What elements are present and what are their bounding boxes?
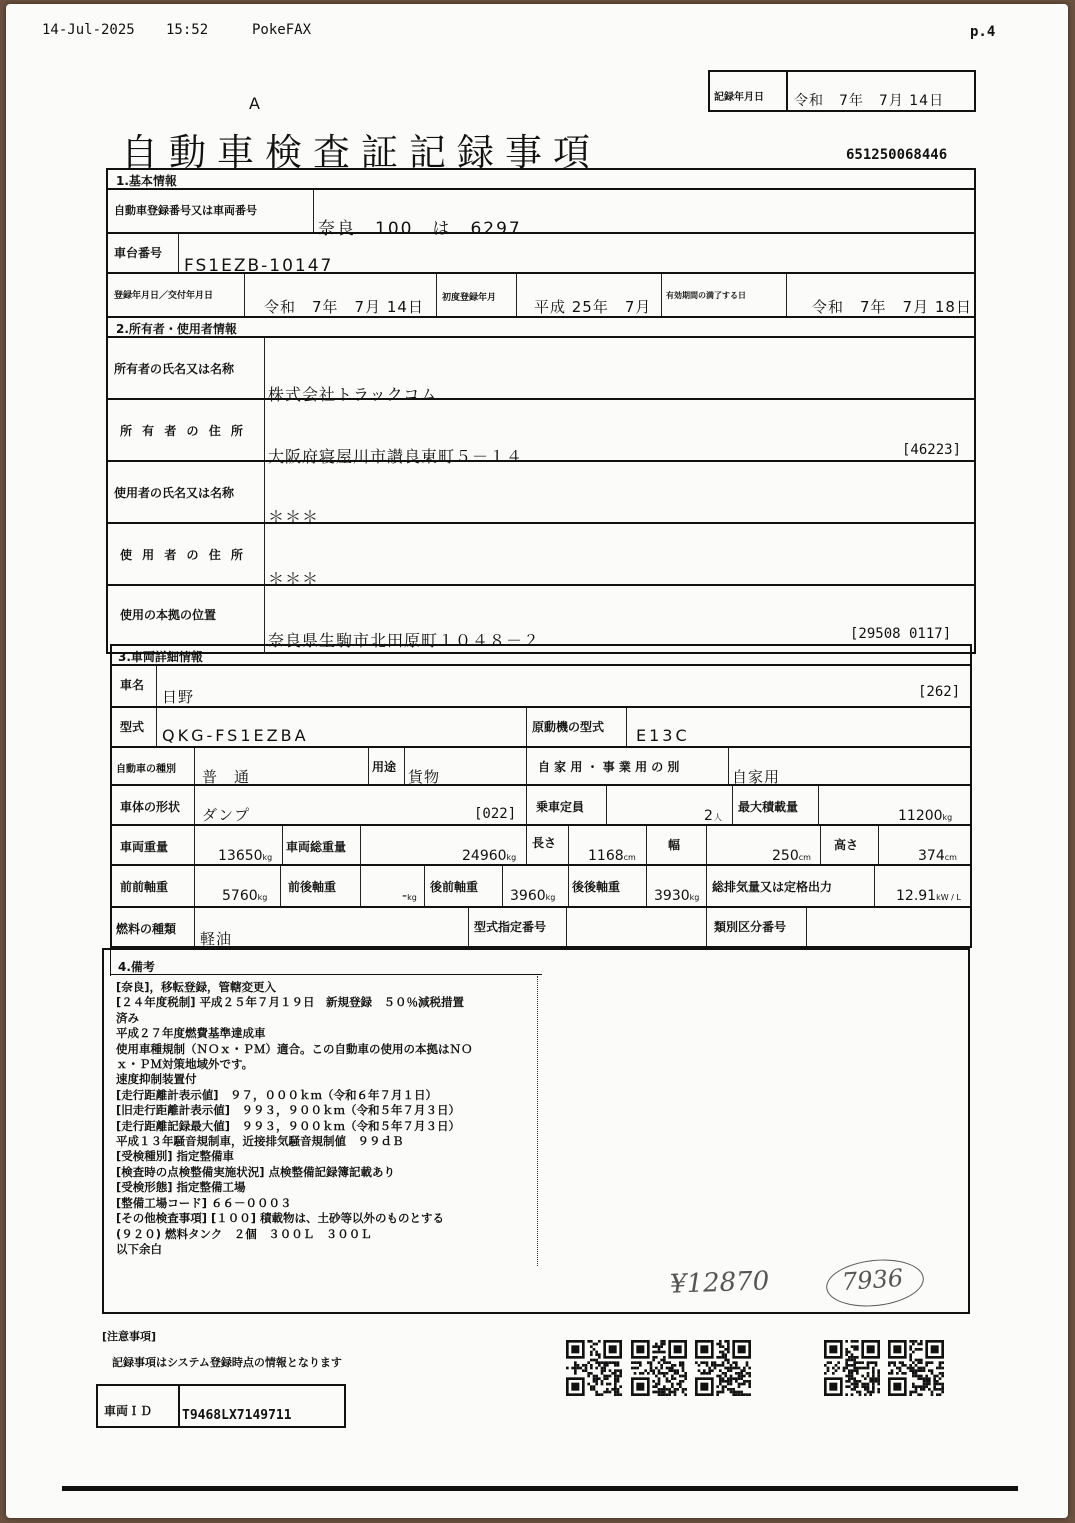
ff-axle-value: 5760: [222, 888, 258, 904]
type-approval-label: 型式指定番号: [474, 920, 547, 934]
gross-weight-unit: kg: [506, 853, 517, 862]
fuel-value: 軽油: [200, 930, 233, 948]
form-variant: A: [249, 94, 260, 113]
max-load-value: 11200: [898, 808, 943, 824]
remark-line: [受検形態] 指定整備工場: [116, 1180, 246, 1195]
owner-address-code: [46223]: [902, 442, 962, 458]
base-location-label: 使用の本拠の位置: [120, 608, 217, 622]
qr-code-icon: [566, 1340, 622, 1396]
private-value: 自家用: [732, 768, 781, 786]
fax-date: 14-Jul-2025: [42, 22, 135, 38]
weight-value: 13650: [218, 848, 263, 864]
first-reg-label: 初度登録年月: [442, 293, 497, 303]
weight-unit: kg: [262, 853, 273, 862]
remark-line: [奈良]，移転登録，管轄変更入: [116, 980, 277, 994]
remark-line: [２４年度税制] 平成２５年７月１９日 新規登録 ５０％減税措置: [116, 995, 465, 1010]
gross-weight-label: 車両総重量: [286, 840, 347, 854]
registration-value: 奈良 100 は 6297: [318, 219, 522, 239]
body-code: [022]: [474, 806, 517, 822]
fr-axle-label: 前後軸重: [288, 880, 337, 894]
reg-date-label: 登録年月日／交付年月日: [114, 291, 214, 301]
capacity-unit: 人: [713, 813, 723, 822]
owner-name-value: 株式会社トラックコム: [268, 385, 438, 404]
rr-axle-label: 後後軸重: [572, 880, 621, 894]
handwritten-number: 7936: [841, 1263, 904, 1297]
handwritten-price: ¥12870: [669, 1266, 770, 1300]
remark-line: 平成１３年騒音規制車，近接排気騒音規制値 ９９ｄＢ: [116, 1134, 404, 1149]
remarks-list: [116, 980, 544, 1257]
remark-line: [受検種別] 指定整備車: [116, 1149, 235, 1164]
maker-label: 車名: [120, 678, 145, 692]
notice-text: 記録事項はシステム登録時点の情報となります: [112, 1356, 342, 1369]
displacement-value: 12.91: [896, 888, 937, 904]
expiry-value: 令和 7年 7月 18日: [812, 298, 972, 316]
chassis-label: 車台番号: [114, 246, 163, 260]
remark-line: [走行距離記録最大値] ９９３，９００ｋｍ（令和５年７月３日）: [116, 1118, 461, 1133]
private-label: 自 家 用 ・ 事 業 用 の 別: [538, 760, 680, 774]
scan-line: [62, 1486, 1018, 1491]
user-name-value: ＊＊＊: [268, 507, 320, 526]
registration-label: 自動車登録番号又は車両番号: [114, 204, 257, 217]
owner-name-label: 所有者の氏名又は名称: [114, 362, 235, 376]
remark-line: 済み: [116, 1010, 139, 1025]
fr-axle-unit: kg: [407, 893, 417, 902]
kind-label: 自動車の種別: [116, 764, 176, 775]
fax-page-number: p.4: [970, 24, 996, 40]
maker-code: [262]: [918, 684, 961, 700]
rr-axle-unit: kg: [689, 893, 700, 902]
ff-axle-unit: kg: [257, 893, 268, 902]
ff-axle-label: 前前軸重: [120, 880, 169, 894]
remark-line: [旧走行距離計表示値] ９９３，９００ｋｍ（令和５年７月３日）: [116, 1103, 461, 1118]
displacement-unit: kW / L: [936, 893, 961, 902]
basic-owner-frame: [106, 168, 976, 654]
maker-value: 日野: [162, 688, 195, 706]
remark-line: 以下余白: [116, 1241, 162, 1256]
body-label: 車体の形状: [120, 800, 181, 814]
displacement-label: 総排気量又は定格出力: [712, 880, 833, 894]
remark-line: [整備工場コード] ６６－０００３: [116, 1195, 292, 1210]
qr-code-icon: [695, 1340, 751, 1396]
height-unit: cm: [944, 853, 957, 862]
vehicle-id-value: T9468LX7149711: [182, 1408, 292, 1423]
rr-axle-value: 3930: [654, 888, 690, 904]
use-value: 貨物: [408, 768, 441, 786]
qr-code-icon: [631, 1340, 687, 1396]
rf-axle-value: 3960: [510, 888, 546, 904]
base-location-code: [29508 0117]: [850, 626, 952, 642]
max-load-label: 最大積載量: [738, 800, 799, 814]
gross-weight-value: 24960: [462, 848, 507, 864]
width-label: 幅: [668, 838, 681, 852]
first-reg-value: 平成 25年 7月: [534, 298, 652, 316]
use-label: 用途: [372, 760, 397, 774]
remark-line: 速度抑制装置付: [116, 1072, 197, 1087]
fax-time: 15:52: [166, 22, 209, 38]
engine-label: 原動機の型式: [532, 720, 605, 734]
owner-address-value: 大阪府寝屋川市讃良東町５－１４: [268, 447, 524, 466]
section-basic-heading: 1.基本情報: [116, 174, 177, 188]
qr-code-icon: [824, 1340, 880, 1396]
fuel-label: 燃料の種類: [116, 922, 177, 936]
serial-number: 651250068446: [846, 147, 948, 163]
model-value: QKG-FS1EZBA: [162, 726, 309, 745]
fax-sender: PokeFAX: [252, 22, 312, 38]
capacity-value: 2: [704, 808, 714, 824]
weight-label: 車両重量: [120, 840, 169, 854]
remark-line: 使用車種規制（ＮＯｘ・ＰＭ）適合。この自動車の使用の本拠はＮＯ: [116, 1041, 473, 1056]
height-label: 高さ: [834, 838, 859, 852]
remark-line: ｘ・ＰＭ対策地域外です。: [116, 1057, 254, 1072]
width-value: 250: [772, 848, 799, 864]
model-label: 型式: [120, 720, 145, 734]
owner-address-label: 所 有 者 の 住 所: [120, 424, 246, 438]
kind-value: 普 通: [202, 768, 251, 786]
length-value: 1168: [588, 848, 624, 864]
reg-date-value: 令和 7年 7月 14日: [264, 298, 424, 316]
document-page: [6, 4, 1068, 1518]
height-value: 374: [918, 848, 945, 864]
section-owner-heading: 2.所有者・使用者情報: [116, 322, 237, 336]
record-date-label: 記録年月日: [714, 92, 764, 103]
category-label: 類別区分番号: [714, 920, 787, 934]
notice-label: [注意事項]: [102, 1330, 157, 1343]
length-label: 長さ: [532, 836, 557, 850]
section-vehicle-heading: 3.車両詳細情報: [118, 650, 203, 664]
base-location-value: 奈良県生駒市北田原町１０４８－２: [268, 631, 541, 650]
remark-line: 平成２７年度燃費基準達成車: [116, 1026, 266, 1041]
width-unit: cm: [798, 853, 811, 862]
user-address-value: ＊＊＊: [268, 569, 320, 588]
remark-line: [その他検査事項] [１００] 積載物は、土砂等以外のものとする: [116, 1211, 445, 1226]
record-date-value: 令和 7年 7月 14日: [794, 93, 945, 109]
fr-axle-value: -: [402, 888, 408, 904]
body-value: ダンプ: [202, 806, 251, 824]
rf-axle-unit: kg: [545, 893, 556, 902]
engine-value: E13C: [636, 726, 690, 745]
expiry-label: 有効期間の満了する日: [666, 291, 746, 300]
chassis-value: FS1EZB-10147: [184, 256, 334, 276]
user-address-label: 使 用 者 の 住 所: [120, 548, 246, 562]
document-title: 自動車検査証記録事項: [121, 131, 601, 174]
qr-code-icon: [888, 1340, 944, 1396]
length-unit: cm: [623, 853, 636, 862]
user-name-label: 使用者の氏名又は名称: [114, 486, 235, 500]
capacity-label: 乗車定員: [536, 800, 585, 814]
remark-line: (９２０) 燃料タンク ２個 ３００Ｌ ３００Ｌ: [116, 1226, 372, 1241]
remark-line: [検査時の点検整備実施状況] 点検整備記録簿記載あり: [116, 1164, 396, 1179]
max-load-unit: kg: [942, 813, 953, 822]
rf-axle-label: 後前軸重: [430, 880, 479, 894]
vehicle-id-label: 車両ＩＤ: [104, 1404, 153, 1418]
remark-line: [走行距離計表示値] ９７，０００ｋｍ（令和６年７月１日）: [116, 1087, 438, 1102]
section-remarks-heading: 4.備考: [118, 960, 155, 974]
